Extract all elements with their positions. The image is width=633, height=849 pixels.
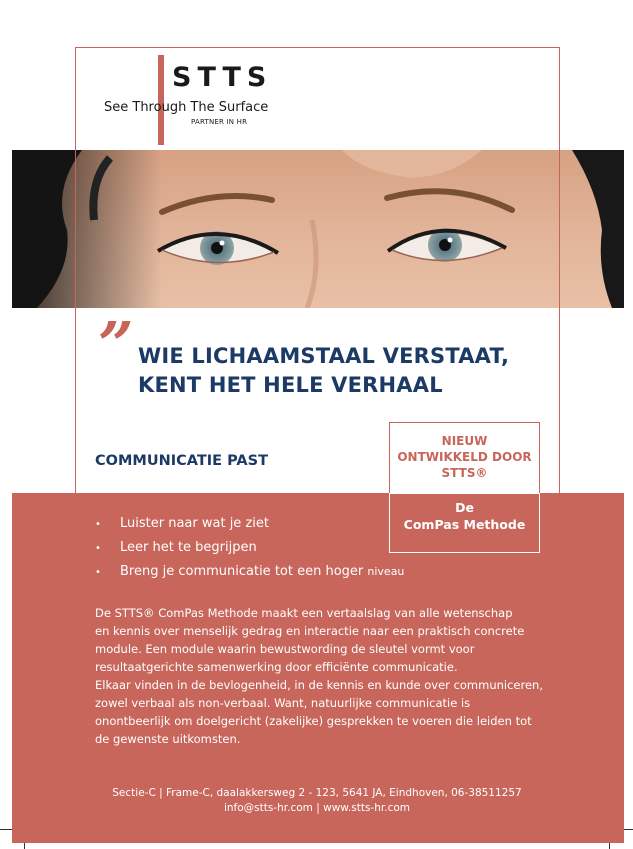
logo-wordmark: STTS	[172, 62, 273, 93]
logo-tagline: See Through The Surface	[104, 100, 269, 115]
footer-contact: info@stts-hr.com | www.stts-hr.com	[223, 802, 410, 814]
bullet-text: Luister naar wat je ziet	[120, 516, 269, 531]
badge-line-1: NIEUW	[441, 434, 488, 448]
badge-line-3: STTS®	[441, 466, 488, 480]
method-line-1: De	[455, 500, 474, 515]
bullet-list	[95, 514, 404, 586]
list-item	[95, 562, 404, 586]
body-text	[95, 604, 565, 748]
bullet-text: Breng je communicatie tot een hoger	[120, 564, 364, 579]
method-badge	[389, 493, 540, 553]
body-line: onontbeerlijk om doelgericht (zakelijke) gesprekken te voeren die leiden tot	[95, 714, 532, 728]
method-line-2: ComPas Methode	[403, 517, 526, 532]
list-item	[95, 514, 404, 538]
bullet-icon: •	[95, 543, 101, 554]
body-line: de gewenste uitkomsten.	[95, 732, 241, 746]
quote-mark-icon: ”	[98, 308, 134, 381]
section-title: COMMUNICATIE PAST	[95, 453, 268, 469]
bullet-icon: •	[95, 567, 101, 578]
crop-mark	[0, 829, 12, 830]
footer	[12, 786, 622, 816]
list-item	[95, 538, 404, 562]
headline	[138, 342, 509, 400]
logo-subtag: PARTNER IN HR	[191, 118, 248, 126]
body-line: resultaatgerichte samenwerking door efficiënte communicatie.	[95, 660, 458, 674]
footer-address: Sectie-C | Frame-C, daalakkersweg 2 - 123, 5641 JA, Eindhoven, 06-38511257	[112, 787, 522, 799]
new-badge	[389, 422, 540, 494]
bullet-text-small: niveau	[367, 565, 405, 578]
body-line: en kennis over menselijk gedrag en interactie naar een praktisch concrete	[95, 624, 525, 638]
bullet-text: Leer het te begrijpen	[120, 540, 257, 555]
badge-line-2: ONTWIKKELD DOOR	[397, 450, 532, 464]
headline-line-1: WIE LICHAAMSTAAL VERSTAAT,	[138, 344, 510, 368]
body-line: zowel verbaal als non-verbaal. Want, natuurlijke communicatie is	[95, 696, 471, 710]
body-line: Elkaar vinden in de bevlogenheid, in de kennis en kunde over communiceren,	[95, 678, 543, 692]
bullet-icon: •	[95, 519, 101, 530]
headline-line-2: KENT HET HELE VERHAAL	[138, 373, 443, 397]
body-line: De STTS® ComPas Methode maakt een vertaalslag van alle wetenschap	[95, 606, 513, 620]
body-line: module. Een module waarin bewustwording de sleutel vormt voor	[95, 642, 475, 656]
